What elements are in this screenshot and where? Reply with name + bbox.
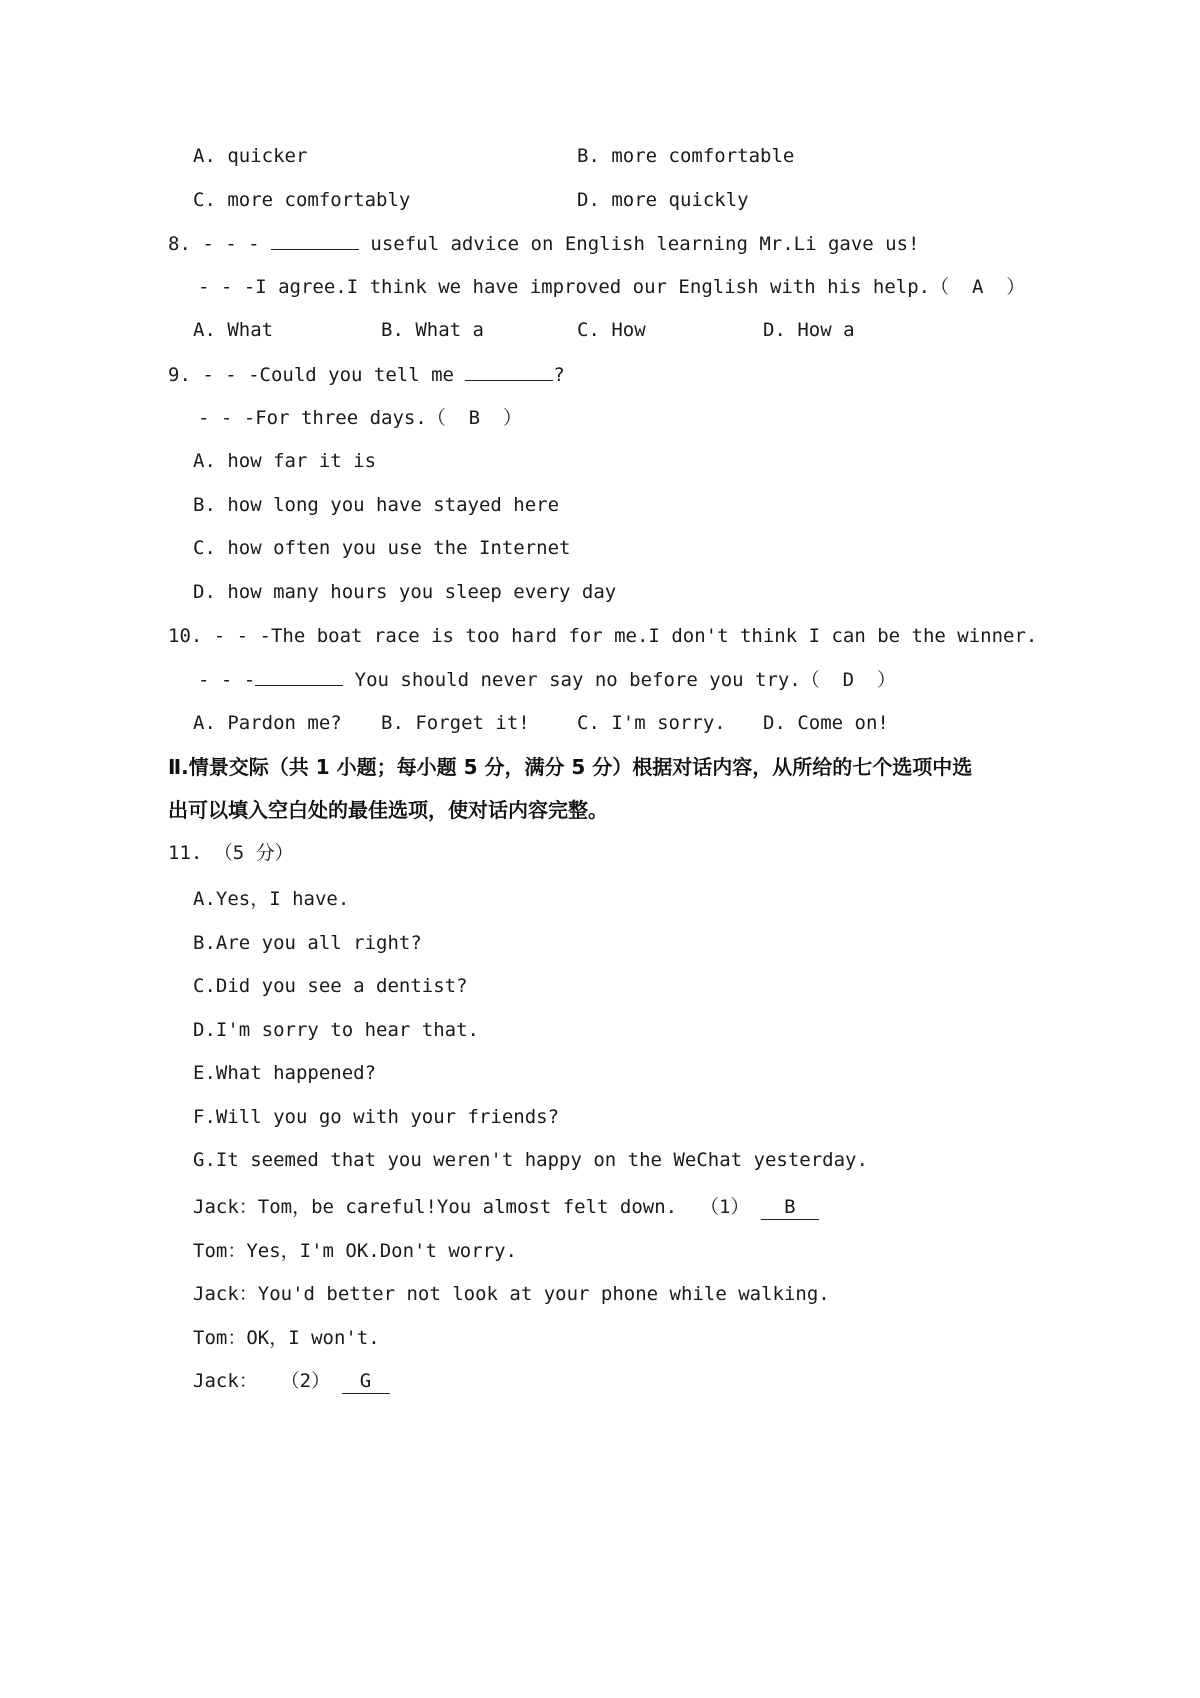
- q9-reply: - - -For three days.（ B ）: [198, 407, 522, 429]
- q11-option-b: B.Are you all right?: [193, 932, 422, 954]
- section-2-heading-line2: 出可以填入空白处的最佳选项，使对话内容完整。: [168, 798, 608, 822]
- dialog-line-3: Jack：You'd better not look at your phone while walking.: [193, 1283, 830, 1305]
- q10-reply-start: - - -: [198, 669, 256, 691]
- q11-option-e: E.What happened?: [193, 1062, 377, 1084]
- q9-option-b: B. how long you have stayed here: [193, 494, 560, 516]
- q11-option-g: G.It seemed that you weren't happy on the WeChat yesterday.: [193, 1149, 868, 1171]
- dialog-line-1-text: Jack：Tom，be careful!You almost felt down. （1）: [193, 1196, 750, 1218]
- q9-option-c: C. how often you use the Internet: [193, 537, 571, 559]
- q7-option-c: C. more comfortably: [193, 189, 411, 211]
- q8-reply: - - -I agree.I think we have improved our English with his help.（ A ）: [198, 276, 1026, 298]
- dialog-line-5: [193, 1369, 390, 1394]
- q11-header: 11. （5 分）: [168, 842, 294, 864]
- section-2-heading-line1: Ⅱ.情景交际（共 1 小题；每小题 5 分，满分 5 分）根据对话内容，从所给的七个选项中选: [168, 755, 973, 779]
- q7-option-a: A. quicker: [193, 145, 308, 167]
- q11-option-a: A.Yes，I have.: [193, 888, 350, 910]
- q11-option-f: F.Will you go with your friends?: [193, 1106, 560, 1128]
- q8-option-d: D. How a: [763, 319, 855, 341]
- q10-option-b: B. Forget it!: [381, 712, 530, 734]
- q8-stem-start: 8. - - -: [168, 233, 271, 255]
- dialog-line-2: Tom：Yes，I'm OK.Don't worry.: [193, 1240, 517, 1262]
- q10-option-a: A. Pardon me?: [193, 712, 342, 734]
- q8-blank: [271, 231, 359, 250]
- q9-stem-end: ?: [553, 364, 565, 386]
- q10-blank: [255, 667, 343, 686]
- q11-option-d: D.I'm sorry to hear that.: [193, 1019, 479, 1041]
- q8-option-a: A. What: [193, 319, 274, 341]
- q9-option-a: A. how far it is: [193, 450, 377, 472]
- dialog-line-4: Tom：OK，I won't.: [193, 1327, 380, 1349]
- q10-option-c: C. I'm sorry.: [577, 712, 726, 734]
- q10-reply-end: You should never say no before you try.（ D ）: [343, 669, 896, 691]
- q9-stem-start: 9. - - -Could you tell me: [168, 364, 466, 386]
- dialog-line-5-text: Jack： （2）: [193, 1370, 331, 1392]
- q11-option-c: C.Did you see a dentist?: [193, 975, 468, 997]
- q8-option-c: C. How: [577, 319, 646, 341]
- q9-blank: [465, 362, 553, 381]
- q7-option-b: B. more comfortable: [577, 145, 795, 167]
- q8-stem: [168, 231, 919, 256]
- q8-stem-end: useful advice on English learning Mr.Li gave us!: [358, 233, 920, 255]
- q9-stem: [168, 362, 565, 387]
- q10-option-d: D. Come on!: [763, 712, 889, 734]
- q8-option-b: B. What a: [381, 319, 484, 341]
- dialog-line-1: [193, 1195, 819, 1220]
- q7-option-d: D. more quickly: [577, 189, 749, 211]
- answer-blank-1: B: [761, 1195, 819, 1220]
- q9-option-d: D. how many hours you sleep every day: [193, 581, 617, 603]
- q10-stem: 10. - - -The boat race is too hard for me.I don't think I can be the winner.: [168, 625, 1038, 647]
- q10-reply: [198, 667, 896, 692]
- answer-blank-2: G: [342, 1369, 390, 1394]
